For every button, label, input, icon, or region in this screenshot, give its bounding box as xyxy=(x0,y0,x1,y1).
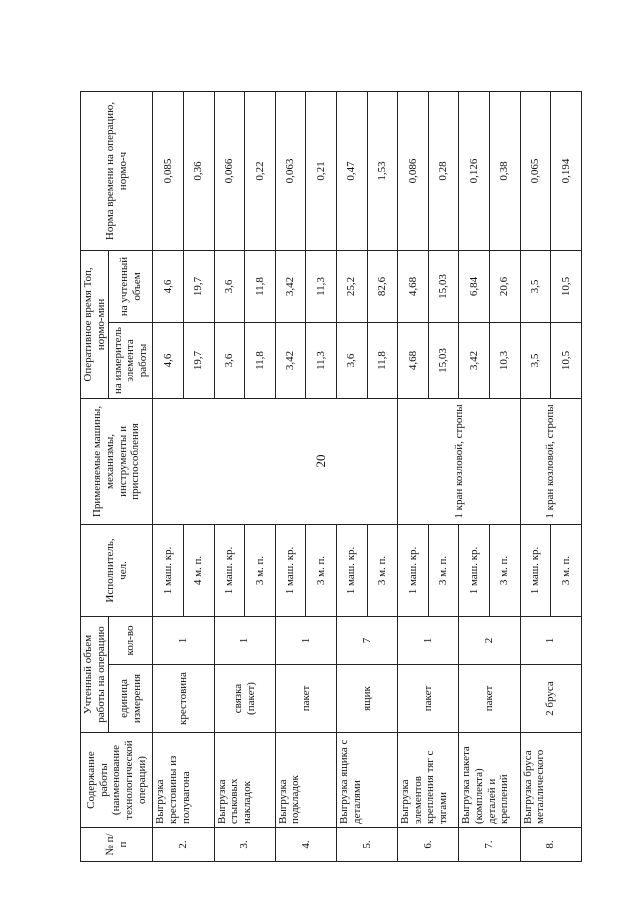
row-per-unit: 11,8 xyxy=(367,322,398,398)
row-content: Выгрузка элементов крепления тяг с тягами xyxy=(398,733,459,828)
row-per-volume: 4,68 xyxy=(398,250,429,322)
row-per-unit: 15,03 xyxy=(428,322,459,398)
row-qty: 2 xyxy=(459,616,520,664)
row-per-unit: 3,42 xyxy=(275,322,306,398)
row-norm: 0,22 xyxy=(245,91,276,250)
row-num: 3. xyxy=(214,828,275,862)
row-unit: пакет xyxy=(459,665,520,733)
row-executor: 3 м. п. xyxy=(551,524,582,616)
row-per-unit: 3,5 xyxy=(520,322,551,398)
row-content: Выгрузка подкладок xyxy=(275,733,336,828)
row-unit: ящик xyxy=(336,665,397,733)
row-per-unit: 3,6 xyxy=(214,322,245,398)
row-unit: пакет xyxy=(275,665,336,733)
row-content: Выгрузка пакета (комплекта) деталей и креплений xyxy=(459,733,520,828)
row-per-volume: 10,5 xyxy=(551,250,582,322)
row-executor: 1 маш. кр. xyxy=(459,524,490,616)
row-per-volume: 25,2 xyxy=(336,250,367,322)
row-executor: 1 маш. кр. xyxy=(214,524,245,616)
row-qty: 1 xyxy=(214,616,275,664)
row-num: 6. xyxy=(398,828,459,862)
row-per-volume: 3,42 xyxy=(275,250,306,322)
row-per-volume: 3,6 xyxy=(214,250,245,322)
header-volume: Учтенный объем работы на операцию xyxy=(81,616,109,732)
table-row xyxy=(520,91,551,861)
machines-group-3: 1 кран козловой, стропы xyxy=(520,398,581,524)
row-qty: 1 xyxy=(398,616,459,664)
header-machines: Применяемые машины, механизмы, инструменты и приспособления xyxy=(81,398,153,524)
row-unit: связка (пакет) xyxy=(214,665,275,733)
row-per-unit: 10,3 xyxy=(489,322,520,398)
row-norm: 0,086 xyxy=(398,91,429,250)
row-norm: 0,28 xyxy=(428,91,459,250)
row-executor: 3 м. п. xyxy=(428,524,459,616)
row-norm: 0,36 xyxy=(183,91,214,250)
row-content: Выгрузка бруса металлического xyxy=(520,733,581,828)
row-qty: 7 xyxy=(336,616,397,664)
row-per-unit: 19,7 xyxy=(183,322,214,398)
row-per-unit: 4,68 xyxy=(398,322,429,398)
row-unit: крестовина xyxy=(153,665,214,733)
header-unit: единица измерения xyxy=(109,665,153,733)
row-norm: 0,126 xyxy=(459,91,490,250)
row-per-volume: 11,3 xyxy=(306,250,337,322)
row-per-volume: 20,6 xyxy=(489,250,520,322)
row-per-unit: 10,5 xyxy=(551,322,582,398)
row-executor: 1 маш. кр. xyxy=(336,524,367,616)
row-executor: 1 маш. кр. xyxy=(275,524,306,616)
row-content: Выгрузка крестовины из полувагона xyxy=(153,733,214,828)
row-qty: 1 xyxy=(275,616,336,664)
row-per-volume: 3,5 xyxy=(520,250,551,322)
header-per-volume: на учтенный объем xyxy=(109,250,153,322)
table-row xyxy=(398,91,429,861)
row-per-unit: 11,3 xyxy=(306,322,337,398)
row-norm: 0,38 xyxy=(489,91,520,250)
row-norm: 0,063 xyxy=(275,91,306,250)
table-row xyxy=(153,91,184,861)
row-per-unit: 3,42 xyxy=(459,322,490,398)
row-executor: 1 маш. кр. xyxy=(520,524,551,616)
row-executor: 3 м. п. xyxy=(245,524,276,616)
header-op-time: Оперативное время Топ, нормо-мин xyxy=(81,250,109,398)
row-qty: 1 xyxy=(520,616,581,664)
page-number: 20 xyxy=(313,454,328,468)
header-executor: Исполнитель, чел. xyxy=(81,524,153,616)
rotated-table-container xyxy=(80,92,582,862)
row-executor: 3 м. п. xyxy=(489,524,520,616)
header-norm: Норма времени на операцию, нормо-ч xyxy=(81,91,153,250)
row-executor: 3 м. п. xyxy=(367,524,398,616)
row-executor: 3 м. п. xyxy=(306,524,337,616)
row-num: 4. xyxy=(275,828,336,862)
row-content: Выгрузка ящика с деталями xyxy=(336,733,397,828)
norm-table xyxy=(80,91,582,862)
row-norm: 0,194 xyxy=(551,91,582,250)
row-qty: 1 xyxy=(153,616,214,664)
header-num: № п/п xyxy=(81,828,153,862)
row-per-volume: 19,7 xyxy=(183,250,214,322)
row-per-volume: 6,84 xyxy=(459,250,490,322)
row-unit: пакет xyxy=(398,665,459,733)
header-qty: кол-во xyxy=(109,616,153,664)
row-per-unit: 11,8 xyxy=(245,322,276,398)
row-executor: 1 маш. кр. xyxy=(398,524,429,616)
row-norm: 0,065 xyxy=(520,91,551,250)
row-norm: 1,53 xyxy=(367,91,398,250)
row-norm: 0,085 xyxy=(153,91,184,250)
row-per-volume: 82,6 xyxy=(367,250,398,322)
row-executor: 1 маш. кр. xyxy=(153,524,184,616)
machines-group-2: 1 кран козловой, стропы xyxy=(398,398,520,524)
row-num: 5. xyxy=(336,828,397,862)
row-executor: 4 м. п. xyxy=(183,524,214,616)
header-per-unit: на измеритель элемента работы xyxy=(109,322,153,398)
row-per-volume: 15,03 xyxy=(428,250,459,322)
row-content: Выгрузка стыковых накладок xyxy=(214,733,275,828)
row-norm: 0,066 xyxy=(214,91,245,250)
row-num: 2. xyxy=(153,828,214,862)
row-unit: 2 бруса xyxy=(520,665,581,733)
row-num: 7. xyxy=(459,828,520,862)
header-content: Содержание работы (наименование технологической операции) xyxy=(81,733,153,828)
row-per-unit: 3,6 xyxy=(336,322,367,398)
row-norm: 0,47 xyxy=(336,91,367,250)
row-per-unit: 4,6 xyxy=(153,322,184,398)
row-per-volume: 4,6 xyxy=(153,250,184,322)
row-num: 8. xyxy=(520,828,581,862)
machines-group-1 xyxy=(153,398,398,524)
row-norm: 0,21 xyxy=(306,91,337,250)
row-per-volume: 11,8 xyxy=(245,250,276,322)
